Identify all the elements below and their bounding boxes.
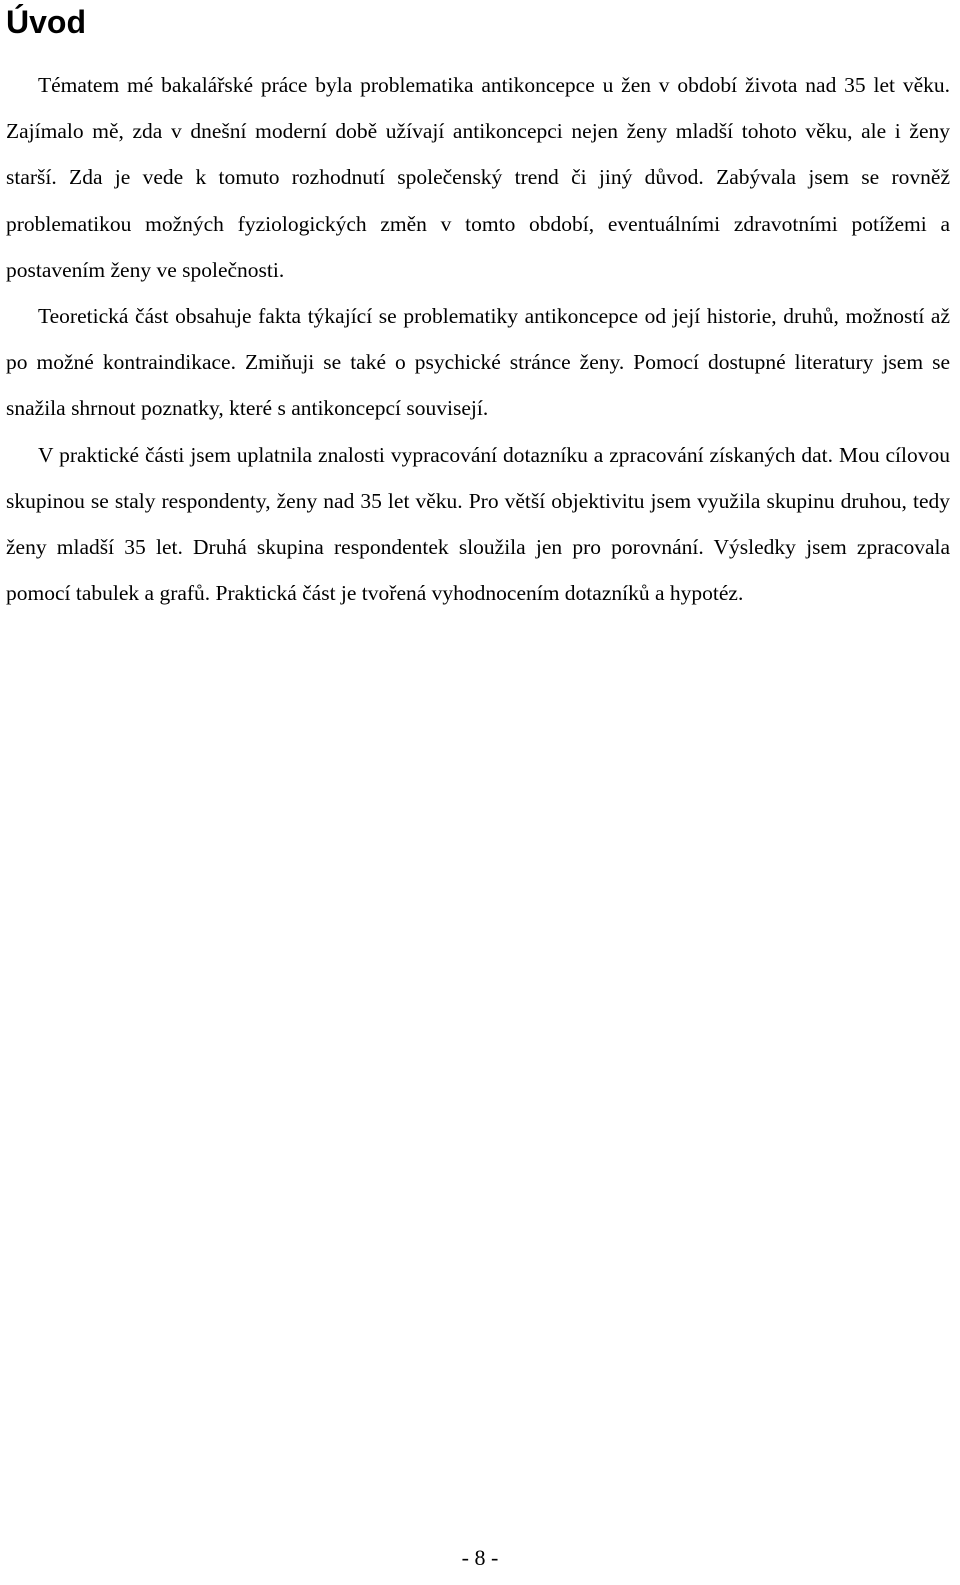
paragraph-intro: Tématem mé bakalářské práce byla problematika antikoncepce u žen v období života nad 35 let věku. Zajímalo mě, zda v dnešní moderní době užívají antikoncepci nejen ženy mladší tohoto věku, ale i ženy starší. Zda je vede k tomuto rozhodnutí společenský trend či jiný důvod. Zabývala jsem se rovněž problematikou možných fyziologických změn v tomto období, eventuálními zdravotními potížemi a postavením ženy ve společnosti.	[6, 73, 950, 282]
paragraph-theory: Teoretická část obsahuje fakta týkající se problematiky antikoncepce od její historie, druhů, možností až po možné kontraindikace. Zmiňuji se také o psychické stránce ženy. Pomocí dostupné literatury jsem se snažila shrnout poznatky, které s antikoncepcí souvisejí.	[6, 304, 950, 421]
paragraph-practice: V praktické části jsem uplatnila znalosti vypracování dotazníku a zpracování získaných dat. Mou cílovou skupinou se staly respondenty, ženy nad 35 let věku. Pro větší objektivitu jsem využila skupinu druhou, tedy ženy mladší 35 let. Druhá skupina respondentek sloužila jen pro porovnání. Výsledky jsem zpracovala pomocí tabulek a grafů. Praktická část je tvořená vyhodnocením dotazníků a hypotéz.	[6, 442, 950, 606]
page-number: - 8 -	[461, 1545, 499, 1570]
page-title: Úvod	[6, 4, 86, 40]
body-text	[6, 62, 950, 616]
